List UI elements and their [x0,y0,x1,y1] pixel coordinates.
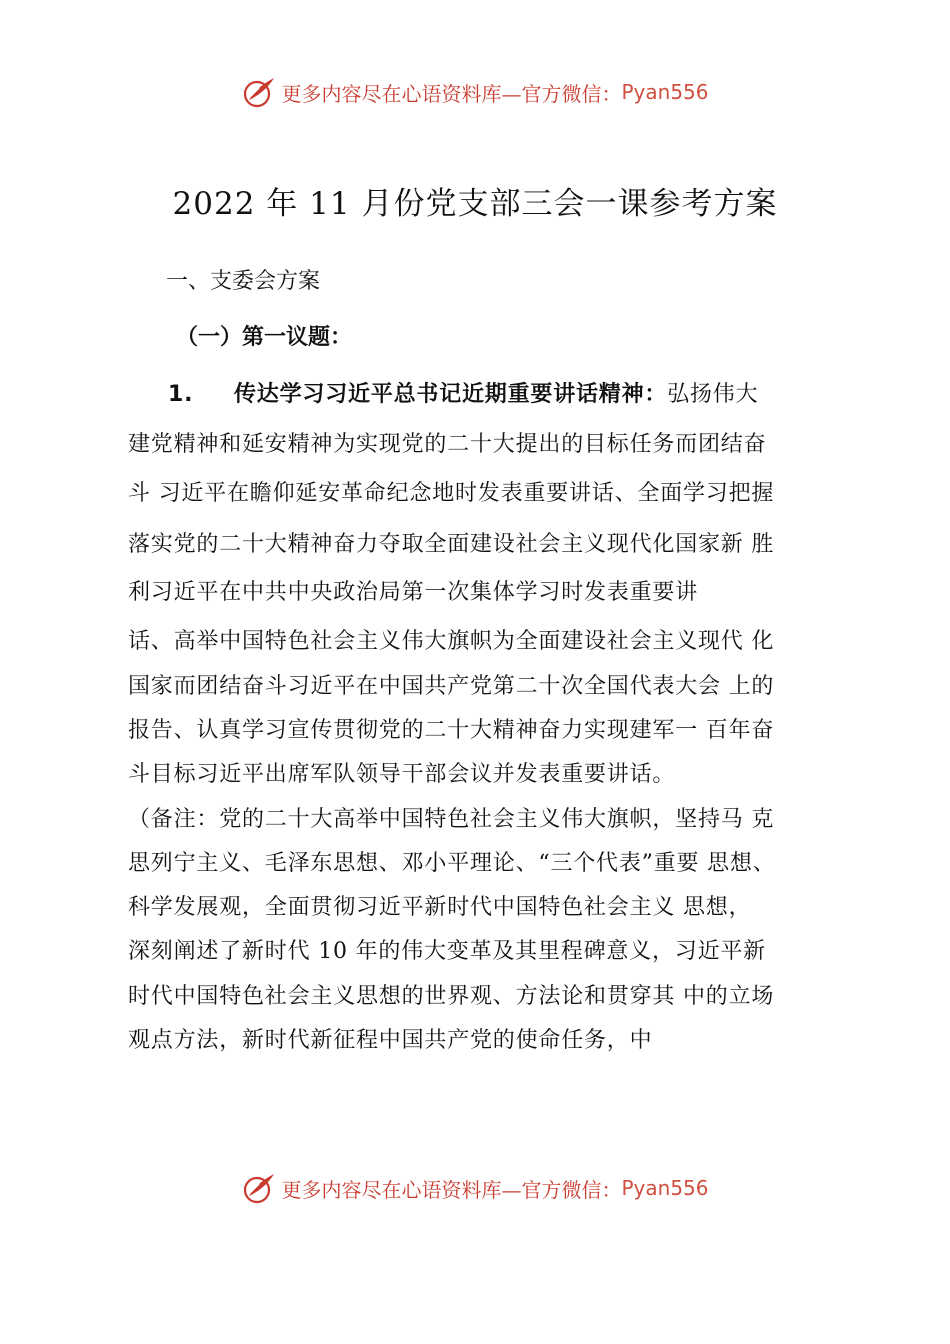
body-line: 观点方法，新时代新征程中国共产党的使命任务，中 [128,1028,653,1053]
watermark-wechat-id: Pyan556 [621,80,709,104]
section-heading: 一、支委会方案 [166,269,321,294]
body-line: 国家而团结奋斗习近平在中国共产党第二十次全国代表大会 上的 [128,674,775,699]
header-watermark [0,72,950,112]
watermark-wechat-id: Pyan556 [621,1176,709,1200]
item-first-line-rest: 弘扬伟大 [667,382,759,407]
body-line: 科学发展观，全面贯彻习近平新时代中国特色社会主义 思想， [128,895,752,920]
body-line: 深刻阐述了新时代 10 年的伟大变革及其里程碑意义，习近平新 [128,939,766,964]
watermark-text: 更多内容尽在心语资料库—官方微信： [281,81,622,106]
quill-logo-icon [241,74,277,110]
body-line: 斗目标习近平出席军队领导干部会议并发表重要讲话。 [128,762,676,787]
body-line: 报告、认真学习宣传贯彻党的二十大精神奋力实现建军一 百年奋 [128,718,775,743]
item-first-line [128,380,758,410]
footer-watermark [0,1168,950,1208]
body-line: 时代中国特色社会主义思想的世界观、方法论和贯穿其 中的立场 [128,984,775,1009]
document-title: 2022 年 11 月份党支部三会一课参考方案 [172,186,778,222]
body-line: 利习近平在中共中央政治局第一次集体学习时发表重要讲 [128,580,699,605]
quill-logo-icon [241,1170,277,1206]
body-line: 话、高举中国特色社会主义伟大旗帜为全面建设社会主义现代 化 [128,629,775,654]
watermark-text: 更多内容尽在心语资料库—官方微信： [281,1177,622,1202]
subsection-heading: （一）第一议题： [176,325,353,350]
item-title: 传达学习习近平总书记近期重要讲话精神： [234,382,668,407]
body-line: 思列宁主义、毛泽东思想、邓小平理论、“三个代表”重要 思想、 [128,851,776,876]
body-line: （备注：党的二十大高举中国特色社会主义伟大旗帜，坚持马 克 [128,807,775,832]
body-line: 建党精神和延安精神为实现党的二十大提出的目标任务而团结奋 [128,432,767,457]
item-number: 1. [168,382,194,407]
body-line: 落实党的二十大精神奋力夺取全面建设社会主义现代化国家新 胜 [128,532,775,557]
body-line: 斗 习近平在瞻仰延安革命纪念地时发表重要讲话、全面学习把握 [128,481,775,506]
